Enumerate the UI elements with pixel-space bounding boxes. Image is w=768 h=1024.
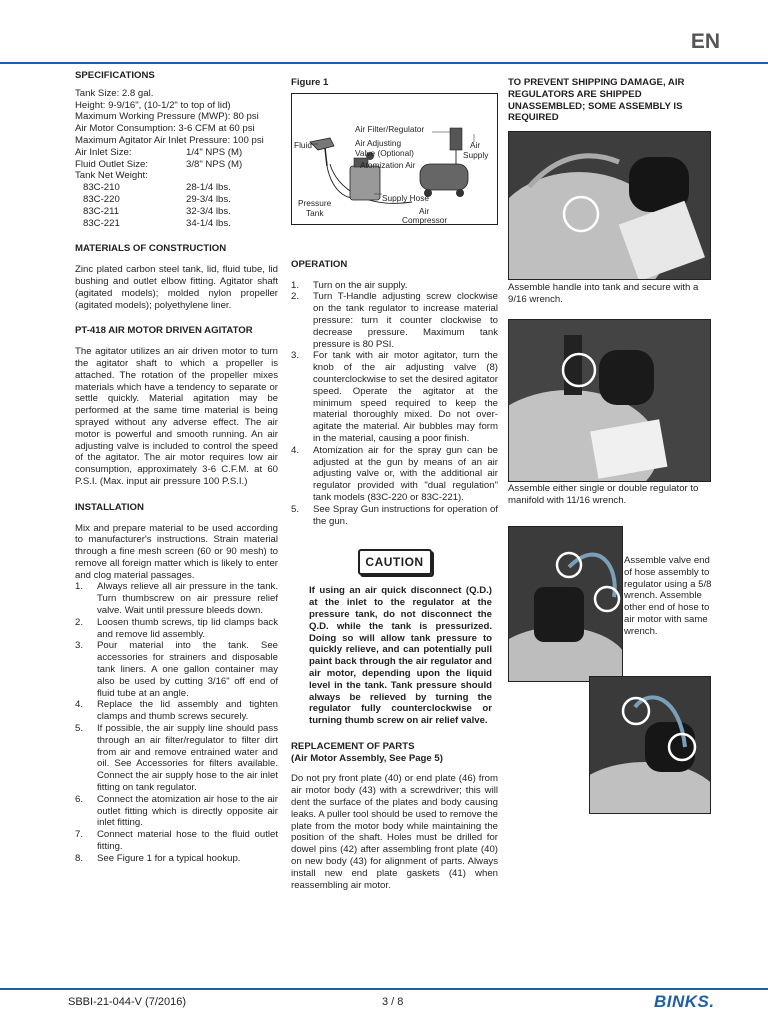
caution-text: If using an air quick disconnect (Q.D.) at the inlet to the regulator at the pressure tank, do not disconnect the Q.D. while the tank is pressurized. Doing so will allow tank pressure to quickly relieve, and can potentially pull paint back through the air regulator and air motor, depending upon the liquid level in the tank. Tank pressure should always be relieved by turning the regulator fully counterclockwise or turning thumb screw on air relief valve.: [309, 585, 492, 727]
weight-value: 29-3/4 lbs.: [186, 193, 231, 205]
label-filter: Air Filter/Regulator: [355, 123, 425, 134]
list-item: [75, 794, 278, 829]
weight-value: 34-1/4 lbs.: [186, 217, 231, 229]
model-number: 83C-211: [83, 205, 120, 217]
regulator-photo: [509, 320, 710, 481]
replacement-subtitle: (Air Motor Assembly, See Page 5): [291, 752, 443, 764]
label-air2: Air: [419, 205, 430, 216]
step-text: Turn T-Handle adjusting screw clockwise on the tank regulator to increase material pressure: turn it counter clockwise to decrease pressure. Maximum tank pressure is 80 PSI.: [313, 291, 498, 350]
step-number: 3.: [291, 350, 300, 362]
bottom-rule: [0, 988, 768, 990]
installation-intro: Mix and prepare material to be used according to manufacturer's instructions. Strain material through a fine mesh screen (60 or 90 mesh) to remove all foreign matter which is likely to enter and clog material passages.: [75, 522, 278, 581]
step-number: 8.: [75, 852, 84, 864]
model-number: 83C-220: [83, 193, 120, 205]
weight-row: [75, 182, 278, 194]
list-item: [291, 445, 498, 504]
list-item: [75, 723, 278, 794]
spec-line: Maximum Agitator Air Inlet Pressure: 100 psi: [75, 134, 264, 146]
figure-title: Figure 1: [291, 77, 329, 88]
step-number: 7.: [75, 829, 84, 841]
model-number: 83C-210: [83, 182, 120, 194]
list-item: [75, 853, 278, 865]
list-item: [75, 699, 278, 723]
label-valve: Valve (Optional): [355, 147, 414, 158]
step-number: 5.: [75, 723, 84, 735]
middle-column: [291, 77, 498, 900]
step-number: 2.: [75, 616, 84, 628]
weight-value: 28-1/4 lbs.: [186, 182, 231, 194]
list-item: [291, 504, 498, 528]
operation-steps: [291, 280, 498, 528]
caption-handle: Assemble handle into tank and secure with a 9/16 wrench.: [508, 282, 699, 305]
page-number: 3 / 8: [382, 996, 404, 1008]
spec-value: 1/4" NPS (M): [186, 146, 243, 158]
photo-hose-assembly-2: [589, 676, 711, 814]
label-adjusting: Air Adjusting: [355, 137, 402, 148]
label-compressor: Compressor: [402, 214, 448, 225]
spec-row: [75, 147, 278, 159]
caution-badge: CAUTION: [358, 549, 432, 575]
agitator-text: The agitator utilizes an air driven motor to turn the agitator shaft to which a propeller is attached. The rotation of the propeller mixes materials which have a tendency to separate or settle quickly. Material agitation may be performed at the same time material is being sprayed without any adverse effect. The air motor is powerful and smooth running. An air adjusting valve is included to control the speed of the agitator. The air motor requires low air consumption, approximately 3-6 C.F.M. at 60 P.S.I. (Max. input air pressure 100 P.S.I.): [75, 346, 278, 487]
step-number: 6.: [75, 793, 84, 805]
list-item: [75, 617, 278, 641]
label-pressure: Pressure: [298, 197, 332, 208]
language-code: EN: [690, 30, 720, 53]
materials-heading: MATERIALS OF CONSTRUCTION: [75, 243, 227, 255]
label-hose: Supply Hose: [382, 192, 430, 203]
specifications-heading: SPECIFICATIONS: [75, 70, 155, 81]
spec-line: Tank Size: 2.8 gal.: [75, 87, 154, 99]
step-text: See Figure 1 for a typical hookup.: [97, 852, 241, 864]
binks-logo: BINKS.: [654, 992, 715, 1011]
replacement-heading: [291, 741, 498, 765]
installation-heading: INSTALLATION: [75, 501, 144, 513]
step-text: Connect material hose to the fluid outlet fitting.: [97, 829, 278, 853]
spec-line: Height: 9-9/16", (10-1/2" to top of lid): [75, 99, 231, 111]
step-number: 4.: [75, 699, 84, 711]
weight-value: 32-3/4 lbs.: [186, 205, 231, 217]
step-number: 1.: [291, 279, 300, 291]
specifications-block: [75, 88, 278, 230]
step-text: Turn on the air supply.: [313, 279, 408, 291]
photo-regulator-assembly: [508, 319, 711, 482]
spec-key: Air Inlet Size:: [75, 146, 132, 158]
spec-line: Air Motor Consumption: 3-6 CFM at 60 psi: [75, 123, 255, 135]
list-item: [291, 280, 498, 292]
photo-hose-assembly-1: [508, 526, 623, 682]
photo-handle-assembly: [508, 131, 711, 280]
step-text: Always relieve all air pressure in the tank. Turn thumbscrew on air pressure relief valve. Wait until pressure bleeds down.: [97, 581, 278, 617]
tank-photo: [509, 132, 710, 279]
list-item: [75, 581, 278, 616]
step-number: 1.: [75, 581, 84, 593]
list-item: [291, 350, 498, 444]
operation-heading: OPERATION: [291, 258, 348, 270]
replacement-text: Do not pry front plate (40) or end plate (46) from air motor body (43) with a screwdriver; this will dent the surface of the plates and body causing leaks. A puller tool should be used to remove the plate from the motor body while maintaining the position of the shaft. Holes must be drilled for dowel pins (42) after assembling front plate (40) on new body (43) for alignment of parts. Always install new end plate gaskets (41) when reassembling air motor.: [291, 773, 498, 891]
spec-key: Fluid Outlet Size:: [75, 158, 149, 170]
model-number: 83C-221: [83, 217, 120, 229]
step-text: Loosen thumb screws, tip lid clamps back and remove lid assembly.: [97, 616, 278, 640]
step-number: 5.: [291, 503, 300, 515]
weight-row: [75, 206, 278, 218]
step-text: For tank with air motor agitator, turn the knob of the air adjusting valve (8) counterclockwise to set the desired agitator speed. Operate the agitator at the minimum speed required to keep the material thoroughly mixed. Do not over-agitate the material. Air bubbles may form in the material, causing a poor finish.: [313, 350, 498, 444]
step-text: Connect the atomization air hose to the air outlet fitting which is directly opposite air inlet fitting.: [97, 793, 278, 829]
step-text: Atomization air for the spray gun can be adjusted at the gun by means of an air adjusting valve or, with the additional air regulator provided with "dual regulation" tank models (83C-220 or 83C-221).: [313, 444, 498, 503]
caption-regulator: Assemble either single or double regulator to manifold with 11/16 wrench.: [508, 483, 699, 506]
label-atomization: Atomization Air: [360, 159, 416, 170]
caption-hose: Assemble valve end of hose assembly to regulator using a 5/8 wrench. Assemble other end of hose to air motor with same wrench.: [624, 555, 712, 637]
label-supply: Supply: [463, 149, 489, 160]
figure-1-diagram: [291, 93, 498, 225]
label-tank: Tank: [306, 207, 324, 218]
spec-row: [75, 159, 278, 171]
label-fluid: Fluid: [294, 139, 312, 150]
weight-row: [75, 194, 278, 206]
step-text: Replace the lid assembly and tighten clamps and thumb screws securely.: [97, 699, 278, 723]
shipping-heading: TO PREVENT SHIPPING DAMAGE, AIR REGULATORS ARE SHIPPED UNASSEMBLED; SOME ASSEMBLY IS REQUIRED: [508, 77, 685, 124]
spec-line: Maximum Working Pressure (MWP): 80 psi: [75, 111, 259, 123]
spec-value: 3/8" NPS (M): [186, 158, 243, 170]
hose-photo: [509, 527, 622, 681]
list-item: [75, 640, 278, 699]
installation-steps: [75, 581, 278, 864]
document-number: SBBI-21-044-V (7/2016): [68, 996, 187, 1008]
step-text: If possible, the air supply line should pass through an air filter/regulator to filter dirt from air and remove entrained water and oil. See Accessories for filters available. Connect the air supply hose to the air inlet fitting on tank regulator.: [97, 723, 278, 794]
top-rule: [0, 62, 768, 64]
step-number: 3.: [75, 640, 84, 652]
list-item: [75, 829, 278, 853]
step-text: See Spray Gun instructions for operation of the gun.: [313, 503, 498, 527]
step-number: 2.: [291, 291, 300, 303]
air-motor-photo: [590, 677, 710, 813]
step-text: Pour material into the tank. See accessories for strainers and disposable tank liners. A one gallon container may also be used by cutting 3/16" off end of fluid tube at an angle.: [97, 640, 278, 699]
spec-line: Tank Net Weight:: [75, 170, 148, 182]
left-column: [75, 70, 278, 873]
list-item: [291, 291, 498, 350]
replacement-title: REPLACEMENT OF PARTS: [291, 740, 415, 752]
step-number: 4.: [291, 444, 300, 456]
weight-row: [75, 218, 278, 230]
materials-text: Zinc plated carbon steel tank, lid, fluid tube, lid bushing and outlet elbow fitting. Agitator shaft (agitated models); molded nylon propeller (agitated models); polyethylene liner.: [75, 264, 278, 311]
label-air: Air: [470, 139, 481, 150]
agitator-heading: PT-418 AIR MOTOR DRIVEN AGITATOR: [75, 325, 253, 337]
